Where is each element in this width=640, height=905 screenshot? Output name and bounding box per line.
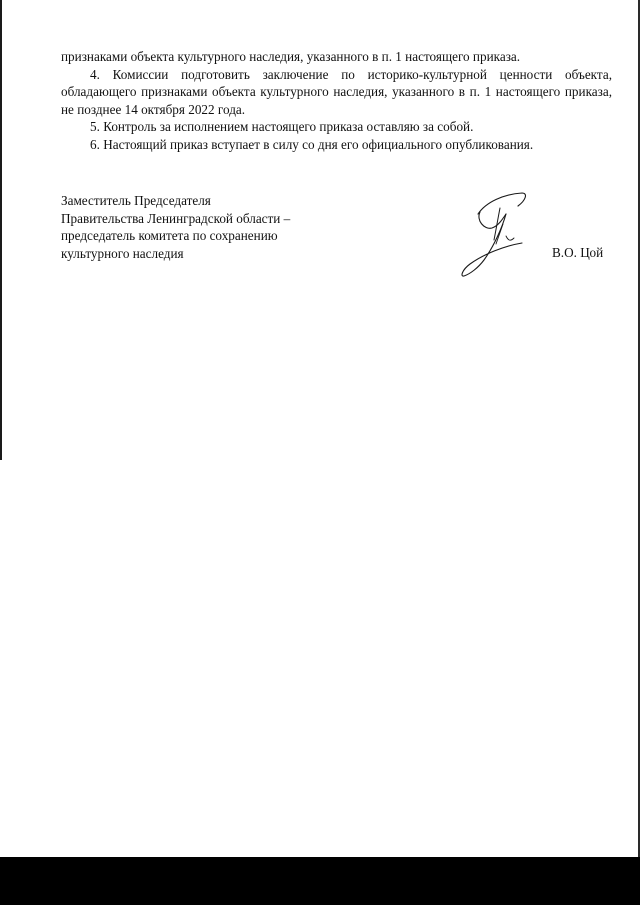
paragraph-item-4: 4. Комиссии подготовить заключение по историко-культурной ценности объекта, обладающего признаками объекта культурного наследия, указанного в п. 1 настоящего приказа, не позднее 14 октября 2022 года. (61, 66, 612, 117)
signer-title-line: культурного наследия (61, 245, 184, 261)
paragraph-continuation: признаками объекта культурного наследия, указанного в п. 1 настоящего приказа. (61, 49, 521, 64)
signer-name: В.О. Цой (552, 245, 604, 260)
signer-title (61, 192, 361, 262)
handwritten-signature (456, 188, 556, 288)
signer-title-line: председатель комитета по сохранению (61, 228, 278, 243)
scan-bottom-margin (0, 857, 640, 905)
paragraph-item-5: 5. Контроль за исполнением настоящего приказа оставляю за собой. (90, 119, 474, 134)
scan-edge-left (0, 0, 2, 460)
document-body (61, 48, 612, 153)
signer-title-line: Правительства Ленинградской области – (61, 210, 291, 226)
signer-title-line: Заместитель Председателя (61, 193, 211, 208)
paragraph-item-6: 6. Настоящий приказ вступает в силу со дня его официального опубликования. (90, 136, 534, 152)
